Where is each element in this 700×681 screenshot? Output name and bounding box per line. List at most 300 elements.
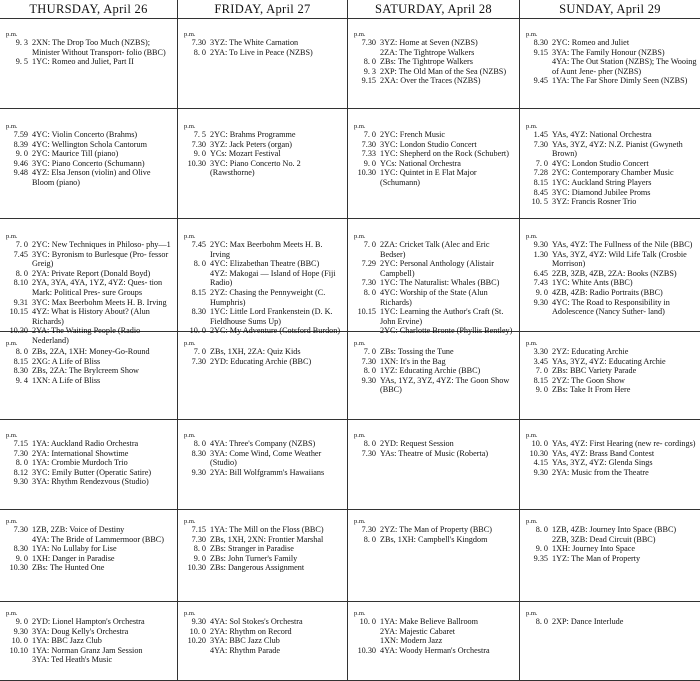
program-entry (354, 627, 516, 637)
program-entry (354, 307, 516, 326)
program-entry (526, 554, 697, 564)
cell-sunday (520, 510, 700, 601)
entry-time: 7.45 (13, 249, 28, 259)
entry-text: 2YA: International Showtime (32, 448, 129, 458)
cell-sunday (520, 19, 700, 108)
entry-time: 3.45 (533, 356, 548, 366)
entry-time: 10.30 (529, 448, 548, 458)
entry-text: 2YD: Lionel Hampton's Orchestra (32, 617, 145, 626)
entry-text: 3YC: Piano Concerto No. 2 (Rawsthorne) (210, 158, 301, 178)
program-entry (354, 439, 516, 449)
cell-thursday (0, 510, 178, 601)
entry-time: 10.15 (357, 307, 376, 317)
entry-time: 9. 3 (363, 66, 376, 76)
entry-time: 8. 0 (193, 544, 206, 554)
pm-label: p.m. (526, 432, 538, 439)
pm-label: p.m. (184, 340, 196, 347)
pm-label: p.m. (354, 233, 366, 240)
entry-time: 7.30 (191, 139, 206, 149)
entry-text: 4YA: Woody Herman's Orchestra (380, 645, 490, 655)
entry-text: YAs, 4YZ: The Fullness of the Nile (BBC) (552, 240, 693, 249)
entry-text: 2XP: Dance Interlude (552, 617, 624, 626)
section-serious-music (0, 109, 700, 219)
cell-sunday (520, 420, 700, 509)
program-entry (526, 250, 697, 269)
entry-time: 9. 0 (535, 385, 548, 395)
program-entry (526, 57, 697, 76)
program-entry (354, 357, 516, 367)
entry-time: 1.45 (533, 130, 548, 139)
entry-text: 3YZ: The White Carnation (210, 38, 299, 47)
program-entry (354, 57, 516, 67)
entry-text: YAs, 3YZ, 4YZ: Educating Archie (552, 356, 666, 366)
program-body (0, 19, 700, 681)
entry-text: YCs: Mozart Festival (210, 149, 281, 159)
entry-time: 9. 0 (15, 553, 28, 563)
entry-time: 7.45 (191, 240, 206, 249)
entry-text: 1YA: Auckland Radio Orchestra (32, 439, 139, 448)
entry-text: 1YA: The Mill on the Floss (BBC) (210, 525, 324, 534)
entry-time: 9.30 (533, 297, 548, 307)
cell-thursday (0, 19, 178, 108)
day-header-row (0, 0, 700, 19)
cell-saturday (348, 420, 520, 509)
program-entry (526, 439, 697, 449)
program-entry (184, 240, 344, 259)
entry-text: 3YC: Emily Butter (Operatic Satire) (32, 467, 152, 477)
entry-time: 8. 0 (363, 534, 376, 544)
entry-text: 1XN: It's in the Bag (380, 356, 446, 366)
entry-text: 4YC: The Road to Responsibility in Adolescence (Nancy Suther- land) (552, 297, 670, 317)
entry-time: 7.59 (13, 130, 28, 139)
program-entry (526, 449, 697, 459)
entry-time: 7.30 (361, 139, 376, 149)
entry-time: 10.30 (9, 563, 28, 573)
entry-time: 9. 0 (193, 553, 206, 563)
entry-time (6, 655, 32, 665)
entry-text: 2YC: French Music (380, 130, 446, 139)
program-entry (6, 269, 174, 279)
program-entry (354, 240, 516, 259)
entry-time: 8. 0 (363, 287, 376, 297)
entry-text: 4YA: Rhythm Parade (210, 645, 281, 655)
program-entry (184, 48, 344, 58)
pm-label: p.m. (184, 233, 196, 240)
entry-text: 2YD: Request Session (380, 439, 454, 448)
entry-time: 10. 0 (189, 626, 206, 636)
entry-text: YCs: National Orchestra (380, 158, 461, 168)
entry-text: ZBs: The Tightrope Walkers (380, 57, 473, 67)
program-entry (354, 140, 516, 150)
pm-label: p.m. (6, 123, 18, 130)
program-entry (6, 544, 174, 554)
program-entry (6, 525, 174, 535)
program-entry (354, 168, 516, 187)
entry-time (6, 535, 32, 545)
pm-label: p.m. (526, 518, 538, 525)
entry-text: YAs, 4YZ: Brass Band Contest (552, 448, 655, 458)
program-entry (354, 149, 516, 159)
entry-text: 2YZ: Educating Archie (552, 347, 629, 356)
program-entry (184, 288, 344, 307)
entry-time: 7. 0 (15, 240, 28, 249)
cell-saturday (348, 510, 520, 601)
entry-text: 3YZ: Francis Rosner Trio (552, 197, 637, 207)
entry-text: 1ZB, 4ZB: Journey Into Space (BBC) (552, 525, 677, 534)
entry-text: 1YA: Crombie Murdoch Trio (32, 458, 128, 468)
entry-time: 8.15 (13, 356, 28, 366)
program-entry (354, 159, 516, 169)
program-entry (526, 269, 697, 279)
cell-saturday (348, 602, 520, 680)
cell-sunday (520, 109, 700, 218)
entry-text: ZBs, 1XH, 2ZA: Quiz Kids (210, 347, 301, 356)
entry-time: 8.30 (191, 307, 206, 317)
entry-time: 8.10 (13, 278, 28, 288)
pm-label: p.m. (354, 31, 366, 38)
program-entry (6, 159, 174, 169)
program-entry (526, 347, 697, 357)
pm-label: p.m. (6, 233, 18, 240)
entry-time: 8. 0 (15, 458, 28, 468)
entry-text: 2YZ: The Goon Show (552, 375, 625, 385)
entry-time: 8.39 (13, 139, 28, 149)
entry-text: 2ZB, 3ZB, 4ZB, 2ZA: Books (NZBS) (552, 268, 677, 278)
entry-text: 1YC: Little Lord Frankenstein (D. K. Fieldhouse Sums Up) (210, 307, 333, 326)
entry-text: 3YZ: Jack Peters (organ) (210, 139, 292, 149)
program-entry (6, 240, 174, 250)
program-entry (6, 366, 174, 376)
entry-text: 3YC: Byronism to Burlesque (Pro- fessor Greig) (32, 249, 169, 269)
program-entry (526, 130, 697, 140)
cell-friday (178, 332, 348, 419)
cell-friday (178, 420, 348, 509)
program-entry (184, 38, 344, 48)
entry-text: 2YC: My Adventure (Cotsford Burdon) (210, 326, 341, 336)
cell-friday (178, 109, 348, 218)
program-entry (526, 240, 697, 250)
entry-time: 8. 0 (363, 366, 376, 376)
program-entry (526, 617, 697, 627)
program-entry (184, 439, 344, 449)
entry-text: 4YC: Wellington Schola Cantorum (32, 139, 147, 149)
program-entry (354, 525, 516, 535)
program-entry (6, 57, 174, 67)
entry-time: 7. 0 (363, 240, 376, 249)
entry-text: ZBs: Take It From Here (552, 385, 631, 395)
pm-label: p.m. (354, 340, 366, 347)
entry-text: 4YZ: Elsa Jenson (violin) and Olive Bloom (piano) (32, 168, 151, 187)
entry-text: ZBs: BBC Variety Parade (552, 366, 637, 376)
entry-text: ZBs, 1XH, 2XN: Frontier Marshal (210, 534, 324, 544)
entry-time: 8. 0 (363, 57, 376, 67)
entry-time: 8.30 (533, 38, 548, 47)
program-entry (6, 617, 174, 627)
entry-time: 10.30 (187, 563, 206, 573)
pm-label: p.m. (6, 340, 18, 347)
entry-text: 1YC: Quintet in E Flat Major (Schumann) (380, 168, 477, 187)
program-entry (354, 48, 516, 58)
entry-text: 2ZB, 3ZB: Dead Circuit (BBC) (552, 534, 656, 544)
entry-time: 7. 0 (535, 366, 548, 376)
entry-text: 4ZB, 4ZB: Radio Portraits (BBC) (552, 287, 663, 297)
entry-text: ZBs: The Hunted One (32, 563, 105, 573)
program-entry (526, 159, 697, 169)
entry-time: 9.30 (13, 626, 28, 636)
cell-thursday (0, 219, 178, 345)
entry-text: 2ZA: Cricket Talk (Alec and Eric Bedser) (380, 240, 490, 259)
program-entry (354, 449, 516, 459)
entry-time: 9.46 (13, 158, 28, 168)
program-entry (526, 48, 697, 58)
entry-text: 1YC: White Ants (BBC) (552, 278, 633, 288)
entry-text: 3YC: Diamond Jubilee Proms (552, 187, 651, 197)
cell-saturday (348, 219, 520, 336)
entry-text: 2YZ: The Man of Property (BBC) (380, 525, 492, 534)
entry-time: 8.30 (13, 544, 28, 554)
entry-time: 9. 4 (15, 375, 28, 385)
program-entry (6, 298, 174, 308)
entry-time: 8. 0 (535, 525, 548, 534)
entry-text: ZBs: John Turner's Family (210, 553, 298, 563)
entry-time: 8. 0 (15, 347, 28, 356)
entry-text: 3YZ: Home at Seven (NZBS) (380, 38, 478, 47)
day-header-saturday: SATURDAY, April 28 (348, 0, 520, 18)
program-entry (184, 307, 344, 326)
program-entry (354, 259, 516, 278)
entry-text: 1YC: The Naturalist: Whales (BBC) (380, 278, 500, 288)
program-entry (526, 525, 697, 535)
cell-sunday (520, 602, 700, 680)
program-entry (526, 298, 697, 317)
program-entry (354, 76, 516, 86)
entry-text: YAs: Theatre of Music (Roberta) (380, 448, 489, 458)
entry-time: 9.31 (13, 297, 28, 307)
entry-text: 2YA: Majestic Cabaret (380, 626, 456, 636)
pm-label: p.m. (526, 233, 538, 240)
entry-text: 2YA, 3YA, 4YA, 1YZ, 4YZ: Ques- tion Mark: Political Pres- sure Groups (32, 278, 163, 297)
program-entry (354, 278, 516, 288)
pm-label: p.m. (184, 432, 196, 439)
pm-label: p.m. (6, 610, 18, 617)
entry-time: 10. 0 (189, 326, 206, 336)
section-light-music (0, 420, 700, 510)
program-entry (184, 130, 344, 140)
pm-label: p.m. (354, 610, 366, 617)
entry-time: 8.12 (13, 467, 28, 477)
program-entry (354, 38, 516, 48)
entry-text: 2YC: Maurice Till (piano) (32, 149, 119, 159)
program-entry (184, 627, 344, 637)
entry-text: 3YA: BBC Jazz Club (210, 636, 280, 646)
entry-text: 2YC: Contemporary Chamber Music (552, 168, 674, 178)
program-entry (526, 76, 697, 86)
entry-text: 2YA: To Live in Peace (NZBS) (210, 47, 313, 57)
cell-saturday (348, 19, 520, 108)
entry-text: 3YA: The Family Honour (NZBS) (552, 47, 665, 57)
cell-thursday (0, 420, 178, 509)
program-entry (526, 168, 697, 178)
entry-text: 2YC: New Techniques in Philoso- phy—1 (32, 240, 171, 249)
program-entry (6, 250, 174, 269)
entry-text: 4YZ: What is History About? (Alun Richards) (32, 307, 150, 326)
entry-text: 2YZ: Chasing the Pennyweight (C. Humphris) (210, 287, 326, 307)
entry-time: 7. 5 (193, 130, 206, 139)
program-entry (184, 525, 344, 535)
program-entry (184, 159, 344, 178)
entry-time: 7.30 (191, 356, 206, 366)
entry-time (184, 646, 210, 656)
entry-text: YAs, 4YZ: First Hearing (new re- cordings) (552, 439, 696, 448)
entry-text: 4YC: Elizabethan Theatre (BBC) (210, 259, 320, 269)
entry-text: ZBs, 1XH: Campbell's Kingdom (380, 534, 488, 544)
entry-text: 1YA: No Lullaby for Lise (32, 544, 117, 554)
program-entry (354, 636, 516, 646)
program-entry (6, 554, 174, 564)
entry-text: 1YA: The Far Shore Dimly Seen (NZBS) (552, 76, 688, 86)
entry-time: 9. 0 (363, 158, 376, 168)
entry-time: 9.35 (533, 553, 548, 563)
entry-text: 1YC: Learning the Author's Craft (St. John Ervine) (380, 307, 504, 326)
entry-time: 10.30 (187, 158, 206, 168)
section-jazz (0, 602, 700, 681)
pm-label: p.m. (526, 610, 538, 617)
program-entry (184, 357, 344, 367)
program-entry (526, 544, 697, 554)
entry-time: 8. 0 (535, 617, 548, 626)
entry-time: 6.45 (533, 268, 548, 278)
cell-friday (178, 602, 348, 680)
entry-text: 3YC: Piano Concerto (Schumann) (32, 158, 145, 168)
entry-text: 4YA: Sol Stokes's Orchestra (210, 617, 303, 626)
entry-text: 2YD: Educating Archie (BBC) (210, 356, 312, 366)
entry-time: 7.33 (361, 149, 376, 159)
entry-text: 4YA: Three's Company (NZBS) (210, 439, 316, 448)
entry-text: 3YA: Rhythm Rendezvous (Studio) (32, 477, 149, 487)
program-entry (354, 130, 516, 140)
program-entry (6, 468, 174, 478)
pm-label: p.m. (354, 123, 366, 130)
entry-text: 2YC: Romeo and Juliet (552, 38, 630, 47)
entry-text: YAs, 4YZ: National Orchestra (552, 130, 652, 139)
entry-text: 1YZ: Educating Archie (BBC) (380, 366, 481, 376)
program-entry (354, 347, 516, 357)
day-header-friday: FRIDAY, April 27 (178, 0, 348, 18)
section-drama (0, 19, 700, 109)
program-entry (526, 458, 697, 468)
entry-text: ZBs: Tossing the Tune (380, 347, 454, 356)
entry-time (354, 48, 380, 58)
entry-text: YAs, 3YZ, 4YZ: Wild Life Talk (Crosbie Morrison) (552, 249, 687, 269)
entry-text: 1YA: Make Believe Ballroom (380, 617, 479, 626)
entry-text: 2YA: Private Report (Donald Boyd) (32, 268, 151, 278)
entry-time: 9. 5 (15, 57, 28, 67)
program-entry (526, 278, 697, 288)
entry-text: 4YC: Violin Concerto (Brahms) (32, 130, 138, 139)
pm-label: p.m. (6, 432, 18, 439)
entry-time: 7.30 (361, 278, 376, 288)
day-header-sunday: SUNDAY, April 29 (559, 2, 661, 16)
cell-friday (178, 219, 348, 336)
cell-saturday (348, 109, 520, 218)
day-header-thursday: THURSDAY, April 26 (0, 0, 178, 18)
entry-time (354, 627, 380, 637)
program-entry (526, 140, 697, 159)
entry-time (184, 269, 210, 288)
entry-time: 7.29 (361, 259, 376, 269)
program-entry (6, 627, 174, 637)
entry-time: 9.30 (533, 240, 548, 249)
entry-text: 3YC: London Studio Concert (380, 139, 477, 149)
cell-friday (178, 510, 348, 601)
entry-time: 10.30 (357, 645, 376, 655)
entry-time: 10. 0 (531, 439, 548, 448)
program-entry (184, 535, 344, 545)
program-entry (184, 259, 344, 269)
entry-time: 7.43 (533, 278, 548, 288)
entry-text: 1YC: Auckland String Players (552, 177, 652, 187)
entry-time: 1.30 (533, 249, 548, 259)
cell-thursday (0, 332, 178, 419)
entry-text: 1YZ: The Man of Property (552, 553, 641, 563)
entry-time: 9.30 (191, 617, 206, 626)
program-entry (526, 288, 697, 298)
entry-time: 9. 0 (535, 287, 548, 297)
program-entry (6, 477, 174, 487)
entry-time: 10.10 (9, 645, 28, 655)
program-entry (6, 439, 174, 449)
program-entry (184, 468, 344, 478)
entry-text: 3YA: Ted Heath's Music (32, 655, 113, 665)
program-entry (354, 617, 516, 627)
entry-time: 9. 3 (15, 38, 28, 47)
entry-time (354, 636, 380, 646)
entry-text: 2ZA: The Tightrope Walkers (380, 47, 475, 57)
entry-text: 1YA: Norman Granz Jam Session (32, 645, 143, 655)
program-entry (6, 307, 174, 326)
program-entry (6, 168, 174, 187)
entry-time: 7.30 (361, 356, 376, 366)
program-entry (6, 563, 174, 573)
entry-time: 8. 0 (193, 47, 206, 57)
entry-text: 2YA: Music from the Theatre (552, 467, 649, 477)
program-entry (184, 563, 344, 573)
pm-label: p.m. (184, 31, 196, 38)
entry-time: 9.30 (533, 467, 548, 477)
program-entry (526, 376, 697, 386)
pm-label: p.m. (184, 518, 196, 525)
program-entry (184, 140, 344, 150)
entry-text: 1ZB, 2ZB: Voice of Destiny (32, 525, 125, 534)
entry-text: 2YC: Personal Anthology (Alistair Campbell) (380, 259, 494, 278)
entry-text: 1XH: Danger in Paradise (32, 553, 115, 563)
entry-text: 1XN: Modern Jazz (380, 636, 443, 646)
entry-time: 7.30 (361, 525, 376, 534)
program-entry (184, 636, 344, 646)
program-entry (526, 197, 697, 207)
entry-time: 9.45 (533, 76, 548, 86)
entry-time: 9.48 (13, 168, 28, 178)
pm-label: p.m. (6, 31, 18, 38)
entry-time: 10.15 (9, 307, 28, 317)
entry-text: 2YA: Rhythm on Record (210, 626, 292, 636)
entry-time: 4.15 (533, 458, 548, 468)
program-entry (354, 366, 516, 376)
program-entry (526, 38, 697, 48)
entry-time: 9.30 (13, 477, 28, 487)
program-entry (6, 278, 174, 297)
program-entry (184, 544, 344, 554)
